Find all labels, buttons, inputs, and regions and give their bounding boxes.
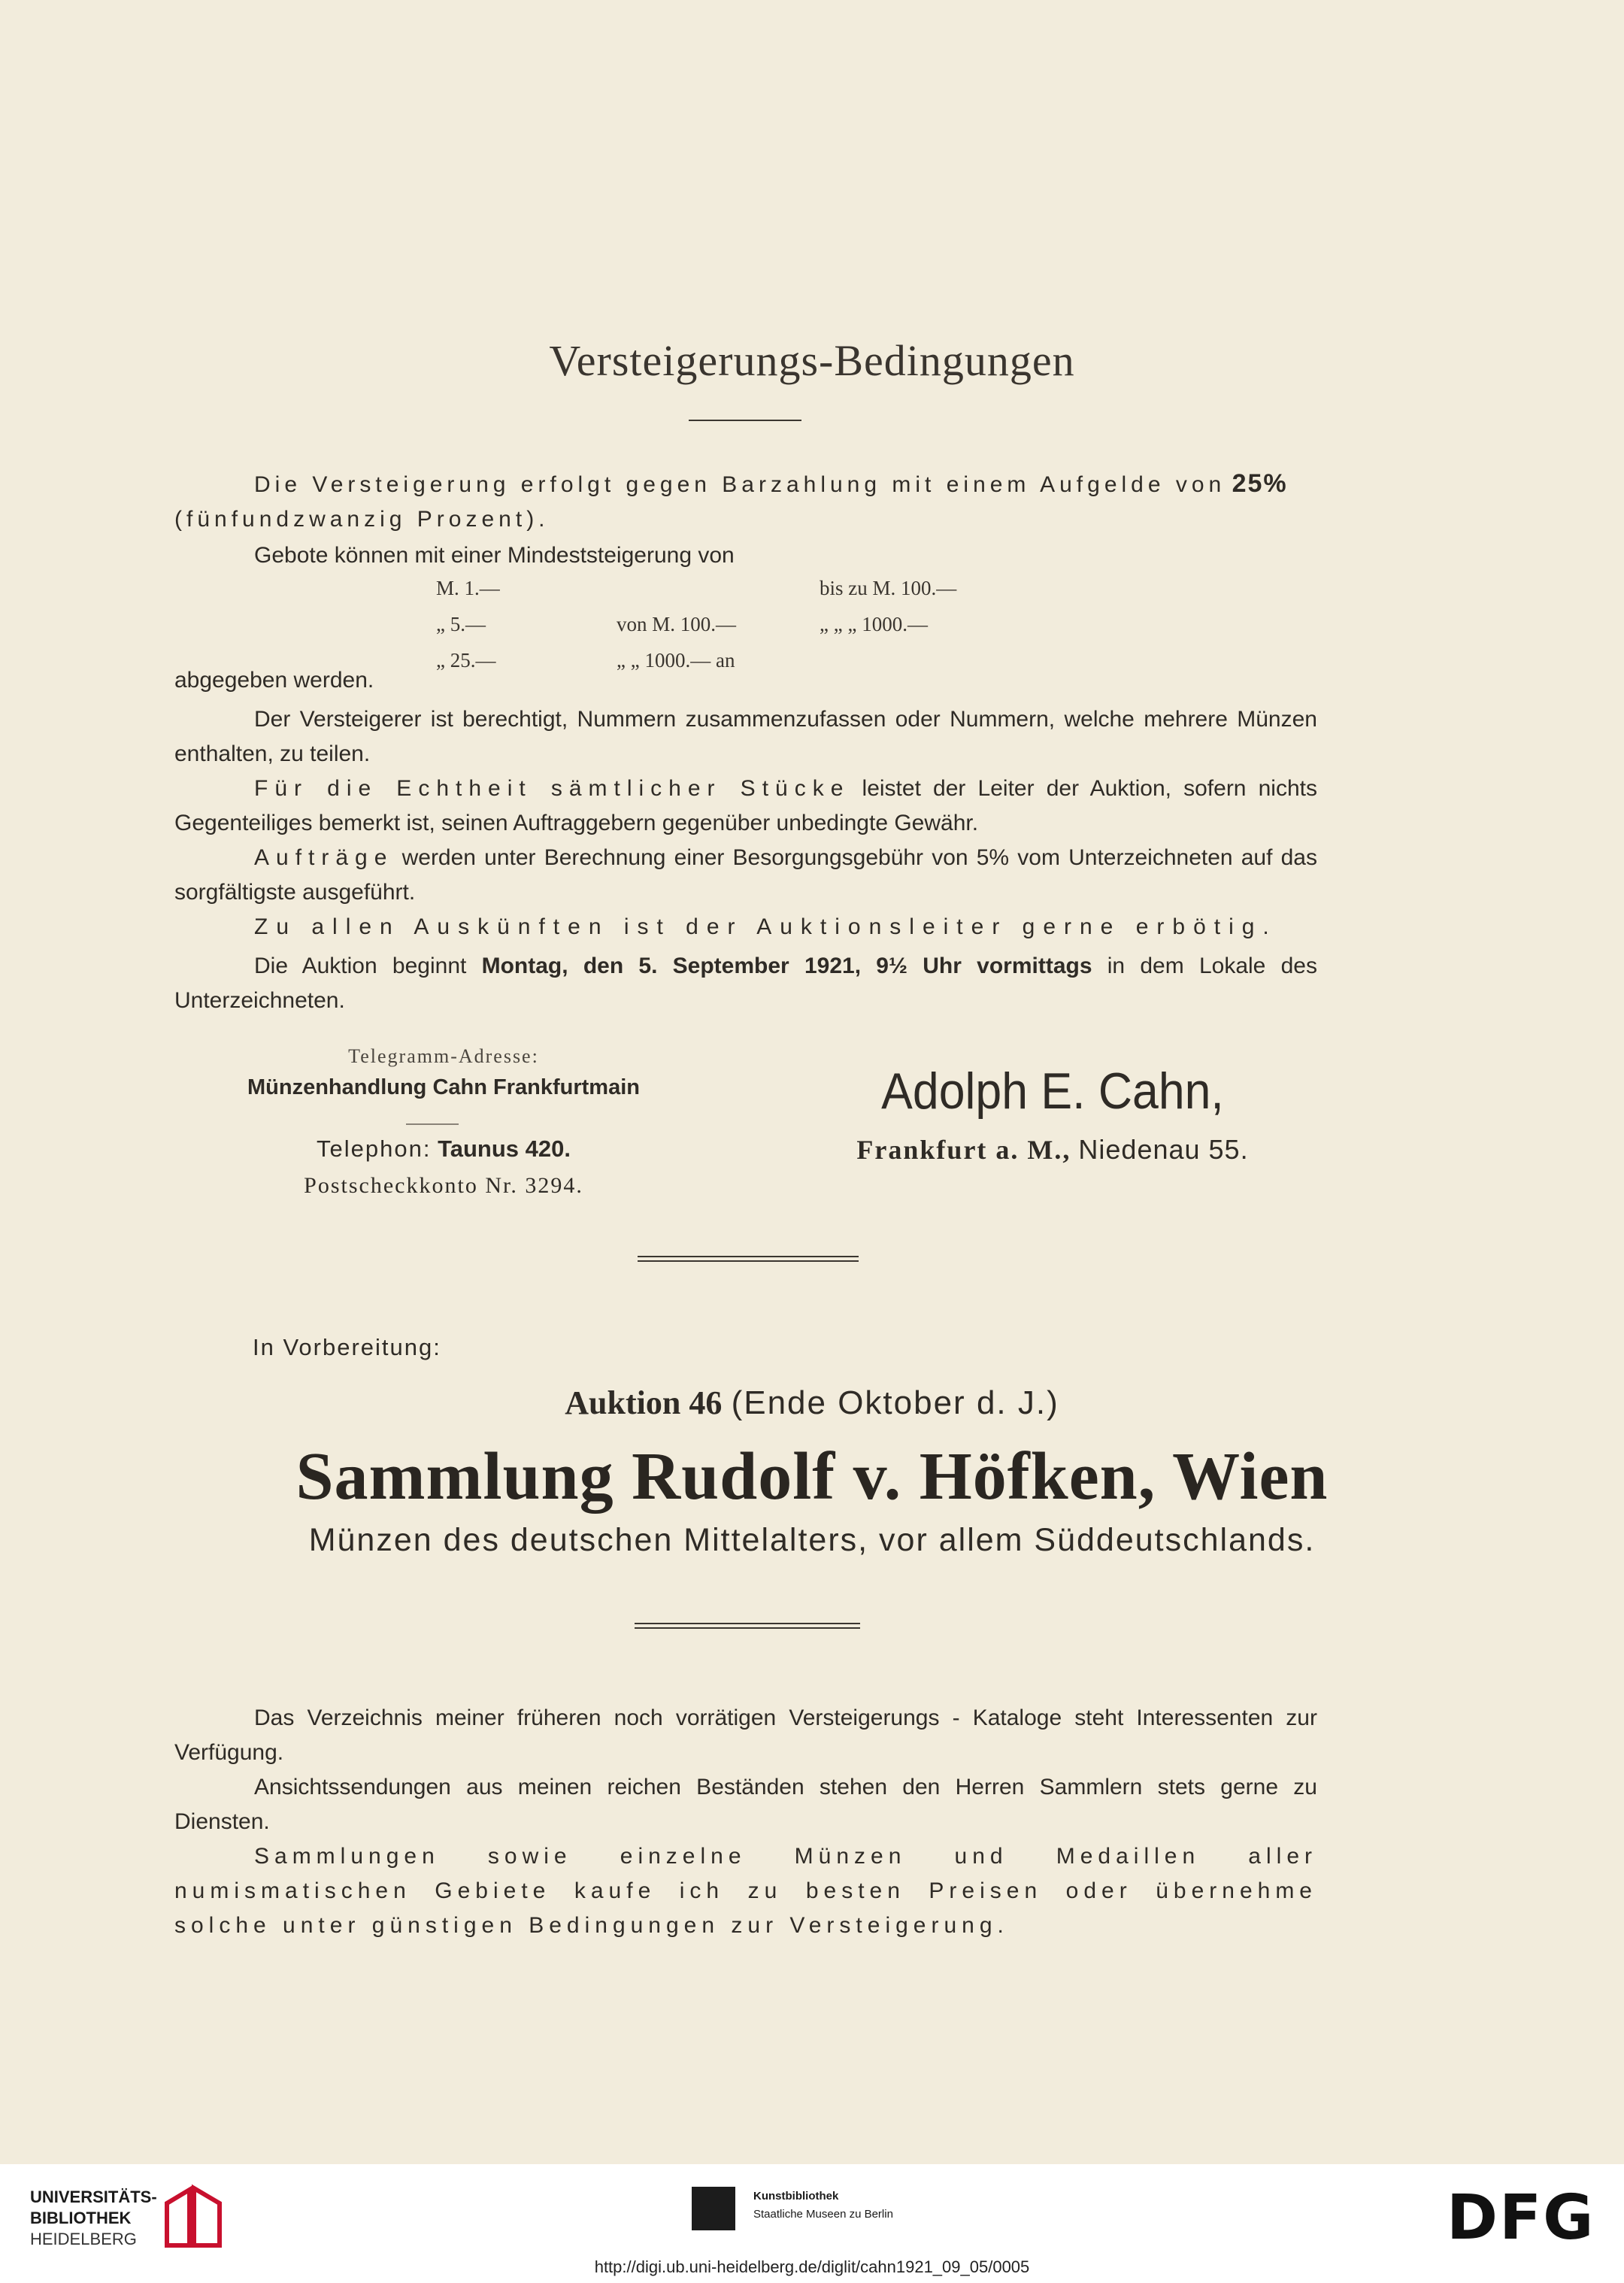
condition-paragraph-6: Zu allen Auskünften ist der Auktionsleiter gerne erbötig.	[254, 914, 1277, 939]
ub-logo-line-3: HEIDELBERG	[30, 2230, 137, 2248]
condition-paragraph-2-end: abgegeben werden.	[174, 668, 374, 693]
signature-name: Adolph E. Cahn,	[881, 1063, 1224, 1120]
title-divider	[689, 420, 801, 421]
collection-title: Sammlung Rudolf v. Höfken, Wien	[295, 1439, 1329, 1514]
section-divider-2	[635, 1623, 860, 1624]
increment-row: „ 5.— von M. 100.— „ „ „ 1000.—	[436, 612, 928, 635]
telegram-label: Telegramm-Adresse:	[348, 1045, 539, 1067]
dfg-logo: DFG	[1447, 2182, 1595, 2254]
contact-divider	[406, 1123, 459, 1125]
source-url[interactable]: http://digi.ub.uni-heidelberg.de/diglit/cahn1921_09_05/0005	[594, 2257, 1030, 2276]
closing-paragraph-3: Sammlungen sowie einzelne Münzen und Medaillen aller numismatischen Gebiete kaufe ich zu besten Preisen oder übernehme solche unter günstigen Bedingungen zur Versteigerung.	[174, 1844, 1317, 1938]
signature-address: Frankfurt a. M., Niedenau 55.	[856, 1134, 1249, 1165]
section-divider-2b	[635, 1627, 860, 1629]
in-preparation-label: In Vorbereitung:	[253, 1334, 441, 1360]
condition-paragraph-7: Die Auktion beginnt Montag, den 5. September 1921, 9½ Uhr vormittags in dem Lokale des Unterzeichneten.	[174, 954, 1317, 1013]
page-title: Versteigerungs-Bedingungen	[549, 336, 1075, 385]
closing-paragraph-1: Das Verzeichnis meiner früheren noch vorrätigen Versteigerungs - Kataloge steht Interessenten zur Verfügung.	[174, 1705, 1317, 1765]
condition-paragraph-4: Für die Echtheit sämtlicher Stücke leistet der Leiter der Auktion, sofern nichts Gegenteiliges bemerkt ist, seinen Auftraggebern gegenüber unbedingte Gewähr.	[174, 776, 1317, 835]
condition-paragraph-3: Der Versteigerer ist berechtigt, Nummern zusammenzufassen oder Nummern, welche mehrere Münzen enthalten, zu teilen.	[174, 707, 1317, 766]
condition-paragraph-1: Die Versteigerung erfolgt gegen Barzahlung mit einem Aufgelde von 25% (fünfundzwanzig Prozent).	[174, 469, 1288, 532]
telephone: Telephon: Taunus 420.	[317, 1135, 571, 1162]
condition-paragraph-2: Gebote können mit einer Mindeststeigerung von	[254, 543, 735, 568]
ub-heidelberg-emblem-icon	[159, 2181, 227, 2253]
section-divider-1	[638, 1256, 859, 1257]
collection-subtitle: Münzen des deutschen Mittelalters, vor allem Süddeutschlands.	[308, 1522, 1316, 1558]
section-divider-1b	[638, 1260, 859, 1262]
increment-row: M. 1.— bis zu M. 100.—	[436, 576, 957, 599]
condition-paragraph-5: Aufträge werden unter Berechnung einer Besorgungsgebühr von 5% vom Unterzeichneten auf das sorgfältigste ausgeführt.	[174, 845, 1317, 905]
closing-paragraph-2: Ansichtssendungen aus meinen reichen Beständen stehen den Herren Sammlern stets gerne zu Diensten.	[174, 1775, 1317, 1834]
telegram-address: Münzenhandlung Cahn Frankfurtmain	[247, 1075, 640, 1099]
kunstbibliothek-logo-icon	[692, 2187, 735, 2230]
ub-logo-line-2: BIBLIOTHEK	[30, 2209, 132, 2227]
footer-bar	[0, 2164, 1624, 2283]
postcheck-account: Postscheckkonto Nr. 3294.	[304, 1173, 583, 1198]
kb-line-2: Staatliche Museen zu Berlin	[753, 2208, 893, 2221]
auction-heading: Auktion 46 (Ende Oktober d. J.)	[565, 1384, 1059, 1421]
increment-row: „ 25.— „ „ 1000.— an	[436, 648, 735, 672]
kb-line-1: Kunstbibliothek	[753, 2190, 839, 2203]
increment-table	[436, 570, 956, 678]
ub-logo-line-1: UNIVERSITÄTS-	[30, 2187, 157, 2206]
